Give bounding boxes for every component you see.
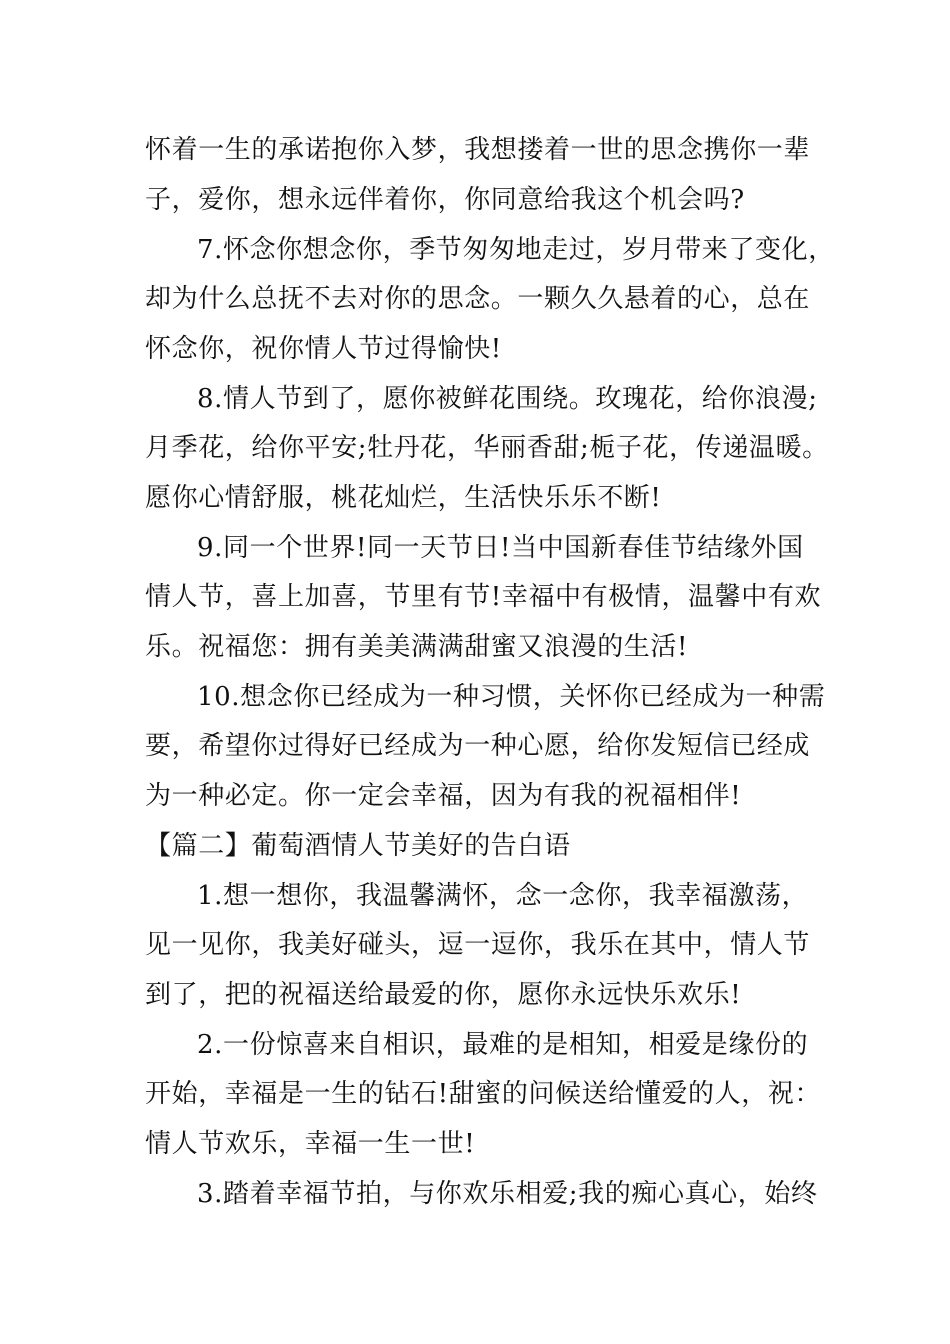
text-line: 开始，幸福是一生的钻石!甜蜜的问候送给懂爱的人，祝：: [145, 1079, 822, 1109]
list-item-10-line: 10.想念你已经成为一种习惯，关怀你已经成为一种需: [197, 682, 826, 712]
list-item-7-line: 7.怀念你想念你，季节匆匆地走过，岁月带来了变化，: [197, 235, 835, 265]
section-heading: 【篇二】葡萄酒情人节美好的告白语: [145, 831, 571, 861]
text-line: 乐。祝福您：拥有美美满满甜蜜又浪漫的生活!: [145, 632, 689, 662]
text-line: 情人节欢乐，幸福一生一世!: [145, 1129, 476, 1159]
text-line: 怀着一生的承诺抱你入梦，我想搂着一世的思念携你一辈: [145, 135, 811, 165]
list-item-2-line: 2.一份惊喜来自相识，最难的是相知，相爱是缘份的: [197, 1030, 809, 1060]
text-line: 情人节，喜上加喜，节里有节!幸福中有极情，温馨中有欢: [145, 582, 822, 612]
text-line: 为一种必定。你一定会幸福，因为有我的祝福相伴!: [145, 781, 742, 811]
text-line: 月季花，给你平安;牡丹花，华丽香甜;栀子花，传递温暖。: [145, 433, 829, 463]
text-line: 要，希望你过得好已经成为一种心愿，给你发短信已经成: [145, 731, 811, 761]
text-line: 子，爱你，想永远伴着你，你同意给我这个机会吗?: [145, 185, 745, 215]
text-line: 愿你心情舒服，桃花灿烂，生活快乐乐不断!: [145, 483, 662, 513]
text-line: 见一见你，我美好碰头，逗一逗你，我乐在其中，情人节: [145, 930, 811, 960]
text-line: 怀念你，祝你情人节过得愉快!: [145, 334, 502, 364]
text-line: 却为什么总抚不去对你的思念。一颗久久悬着的心，总在: [145, 284, 811, 314]
text-line: 到了，把的祝福送给最爱的你，愿你永远快乐欢乐!: [145, 980, 742, 1010]
list-item-1-line: 1.想一想你，我温馨满怀，念一念你，我幸福激荡，: [197, 881, 809, 911]
list-item-8-line: 8.情人节到了，愿你被鲜花围绕。玫瑰花，给你浪漫;: [197, 384, 818, 414]
list-item-9-line: 9.同一个世界!同一天节日!当中国新春佳节结缘外国: [197, 533, 804, 563]
list-item-3-line: 3.踏着幸福节拍，与你欢乐相爱;我的痴心真心，始终: [197, 1179, 818, 1209]
